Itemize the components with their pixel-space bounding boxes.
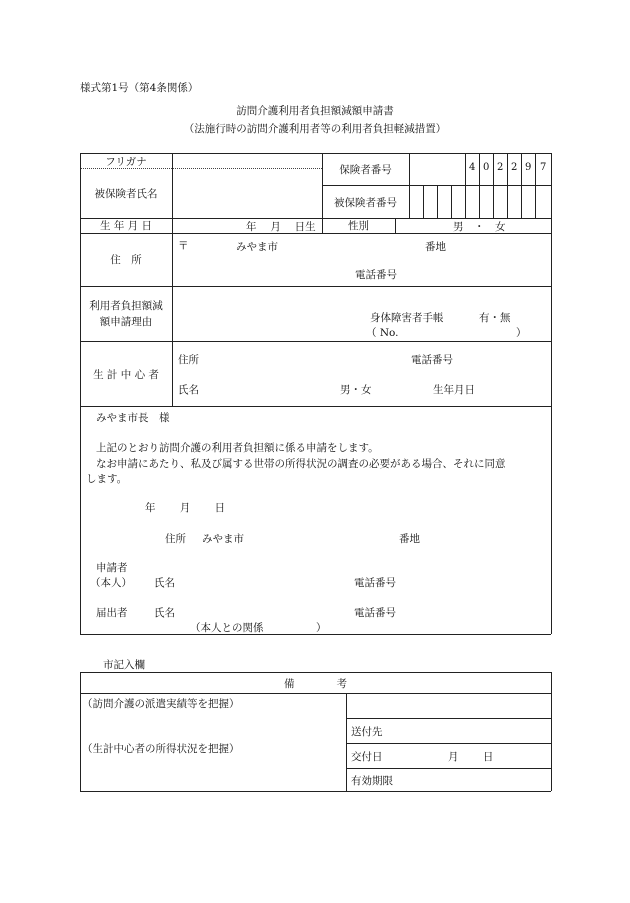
insured-number-input[interactable] bbox=[410, 186, 550, 217]
office-row-2-text: （生計中心者の所得状況を把握） bbox=[82, 743, 240, 755]
office-section-heading: 市記入欄 bbox=[103, 659, 145, 671]
address-label: 住 所 bbox=[110, 254, 142, 266]
insurer-digit-3: 2 bbox=[497, 162, 504, 173]
form-subtitle: （法施行時の訪問介護利用者等の利用者負担軽減措置） bbox=[183, 123, 447, 135]
applicant-name-label: 氏名 bbox=[154, 577, 175, 589]
disability-no-close: ） bbox=[516, 327, 527, 339]
disability-options[interactable]: 有・無 bbox=[479, 312, 511, 324]
birthdate-label: 生 年 月 日 bbox=[99, 220, 152, 232]
household-head-label: 生 計 中 心 者 bbox=[93, 368, 159, 381]
insurer-digit-6: 7 bbox=[540, 162, 547, 173]
household-gender[interactable]: 男・女 bbox=[340, 384, 372, 396]
furigana-input[interactable] bbox=[173, 154, 321, 168]
household-phone-label: 電話番号 bbox=[411, 354, 453, 366]
furigana-label: フリガナ bbox=[105, 155, 147, 168]
household-address-label: 住所 bbox=[178, 354, 199, 366]
notifier-phone-label: 電話番号 bbox=[354, 607, 396, 619]
insured-name-input[interactable] bbox=[173, 169, 321, 217]
household-name-label: 氏名 bbox=[178, 384, 199, 396]
disability-label: 身体障害者手帳 bbox=[370, 312, 444, 324]
insured-name-label: 被保険者氏名 bbox=[94, 188, 158, 200]
reason-label: 利用者負担額減 額申請理由 bbox=[89, 300, 163, 328]
notifier-relationship[interactable]: （本人との関係 ） bbox=[190, 622, 327, 634]
insurer-digit-2: 0 bbox=[483, 162, 490, 173]
address-city: みやま市 bbox=[236, 241, 278, 253]
insurer-digit-1: 4 bbox=[469, 162, 476, 173]
applicant-self: （本人） bbox=[90, 577, 132, 589]
remarks-header: 備 考 bbox=[284, 677, 347, 690]
form-number: 様式第1号（第4条関係） bbox=[80, 82, 199, 94]
office-row-1-text: （訪問介護の派遣実績等を把握） bbox=[82, 698, 240, 710]
addressee: みやま市長 様 bbox=[96, 412, 170, 424]
insurer-digit-5: 9 bbox=[525, 162, 532, 173]
applicant-label: 申請者 bbox=[96, 562, 128, 574]
gender-label: 性別 bbox=[348, 220, 369, 232]
send-to-label: 送付先 bbox=[351, 726, 383, 738]
address-phone-label: 電話番号 bbox=[355, 269, 397, 281]
disability-no-open: （ No. bbox=[366, 327, 399, 339]
declaration-line-1: 上記のとおり訪問介護の利用者負担額に係る申請をします。 bbox=[96, 442, 379, 454]
applicant-phone-label: 電話番号 bbox=[354, 577, 396, 589]
declaration-line-3: します。 bbox=[86, 473, 128, 485]
declaration-banchi: 番地 bbox=[399, 533, 420, 545]
declaration-city: みやま市 bbox=[202, 533, 244, 545]
birthdate-field[interactable]: 年 月 日生 bbox=[246, 221, 316, 233]
postal-mark: 〒 bbox=[178, 240, 189, 252]
notifier-name-label: 氏名 bbox=[154, 607, 175, 619]
declaration-line-2: なお申請にあたり、私及び属する世帯の所得状況の調査の必要がある場合、それに同意 bbox=[96, 458, 506, 470]
issue-date-label: 交付日 bbox=[351, 751, 383, 763]
insurer-digit-4: 2 bbox=[511, 162, 518, 173]
address-banchi: 番地 bbox=[425, 241, 446, 253]
declaration-address-label: 住所 bbox=[165, 533, 186, 545]
declaration-date[interactable]: 年 月 日 bbox=[145, 502, 226, 514]
issue-date-field[interactable]: 月 日 bbox=[448, 751, 494, 763]
notifier-label: 届出者 bbox=[96, 607, 128, 619]
gender-options[interactable]: 男 ・ 女 bbox=[453, 221, 506, 233]
insurer-number-label: 保険者番号 bbox=[339, 164, 392, 176]
household-birthdate-label: 生年月日 bbox=[433, 384, 475, 396]
form-title: 訪問介護利用者負担額減額申請書 bbox=[236, 105, 394, 117]
expiry-label: 有効期限 bbox=[351, 775, 393, 787]
insured-number-label: 被保険者番号 bbox=[334, 196, 397, 209]
